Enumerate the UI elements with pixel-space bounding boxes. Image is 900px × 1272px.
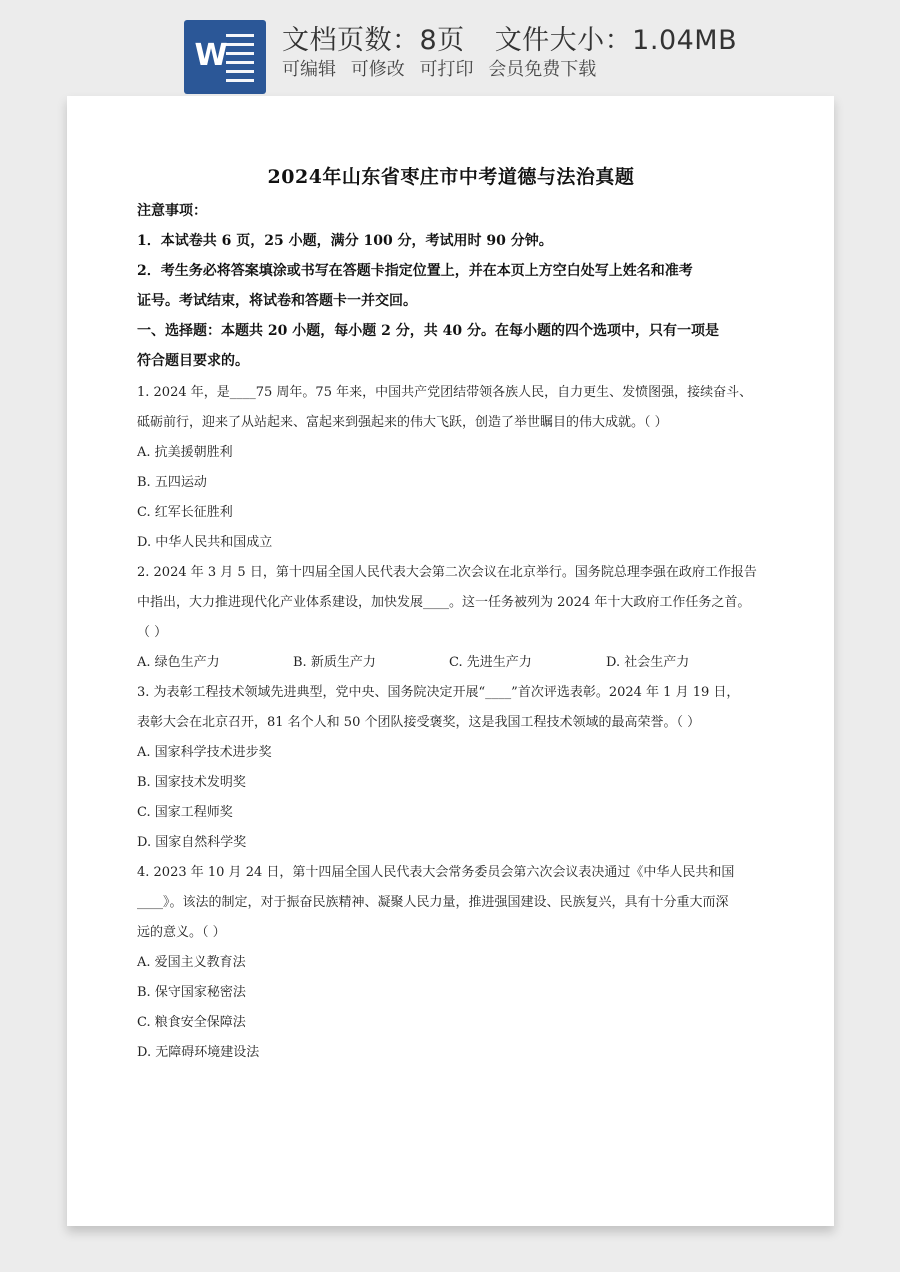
feature-editable: 可编辑	[282, 59, 336, 80]
question-1-line2: 砥砺前行，迎来了从站起来、富起来到强起来的伟大飞跃，创造了举世瞩目的伟大成就。（ ）	[137, 415, 668, 430]
word-icon: W	[184, 20, 266, 94]
q2-options-row	[137, 651, 765, 671]
question-4-line3: 远的意义。（ ）	[137, 925, 226, 940]
notice-item-2-line1: 2．考生务必将答案填涂或书写在答题卡指定位置上，并在本页上方空白处写上姓名和准考	[137, 263, 693, 279]
question-2-line2: 中指出，大力推进现代化产业体系建设，加快发展____。这一任务被列为 2024 年十大政府工作任务之首。	[137, 595, 751, 610]
q4-option-a: A. 爱国主义教育法	[137, 955, 246, 970]
q4-option-b: B. 保守国家秘密法	[137, 985, 246, 1000]
q1-option-b: B. 五四运动	[137, 475, 207, 490]
file-size: 文件大小：1.04MB	[494, 25, 738, 56]
q3-option-c: C. 国家工程师奖	[137, 805, 233, 820]
download-banner	[0, 0, 900, 96]
q4-option-c: C. 粮食安全保障法	[137, 1015, 246, 1030]
document-title: 2024年山东省枣庄市中考道德与法治真题	[267, 166, 635, 188]
question-1-line1: 1. 2024 年，是____75 周年。75 年来，中国共产党团结带领各族人民，自力更生、发愤图强，接续奋斗、	[137, 385, 753, 400]
section-heading-line1: 一、选择题：本题共 20 小题，每小题 2 分，共 40 分。在每小题的四个选项中，只有一项是	[137, 323, 719, 339]
question-2-line1: 2. 2024 年 3 月 5 日，第十四届全国人民代表大会第二次会议在北京举行。国务院总理李强在政府工作报告	[137, 565, 757, 580]
q1-option-c: C. 红军长征胜利	[137, 505, 233, 520]
q4-option-d: D. 无障碍环境建设法	[137, 1045, 260, 1060]
feature-list	[282, 55, 605, 81]
q1-option-d: D. 中华人民共和国成立	[137, 535, 273, 550]
section-heading-line2: 符合题目要求的。	[137, 353, 249, 369]
question-3-line2: 表彰大会在北京召开，81 名个人和 50 个团队接受褒奖，这是我国工程技术领域的最高荣誉。（ ）	[137, 715, 701, 730]
notice-item-2-line2: 证号。考试结束，将试卷和答题卡一并交回。	[137, 293, 417, 309]
q2-option-b: B. 新质生产力	[293, 655, 376, 670]
feature-printable: 可打印	[419, 59, 474, 80]
file-info	[282, 18, 737, 57]
page-count: 文档页数：8页	[282, 25, 465, 56]
q3-option-b: B. 国家技术发明奖	[137, 775, 246, 790]
notice-item-1: 1．本试卷共 6 页，25 小题，满分 100 分，考试用时 90 分钟。	[137, 233, 553, 249]
notice-heading: 注意事项：	[137, 203, 207, 219]
q2-option-c: C. 先进生产力	[449, 655, 532, 670]
question-4-line1: 4. 2023 年 10 月 24 日，第十四届全国人民代表大会常务委员会第六次会议表决通过《中华人民共和国	[137, 865, 735, 880]
q2-option-d: D. 社会生产力	[606, 655, 690, 670]
document-page	[67, 96, 834, 1226]
question-2-line3: （ ）	[137, 625, 168, 640]
q1-option-a: A. 抗美援朝胜利	[137, 445, 233, 460]
q3-option-a: A. 国家科学技术进步奖	[137, 745, 272, 760]
q3-option-d: D. 国家自然科学奖	[137, 835, 247, 850]
q2-option-a: A. 绿色生产力	[137, 655, 220, 670]
feature-modifiable: 可修改	[350, 59, 405, 80]
question-4-line2: ____》。该法的制定，对于振奋民族精神、凝聚人民力量，推进强国建设、民族复兴，具有十分重大而深	[137, 895, 729, 910]
feature-member-download: 会员免费下载	[488, 59, 597, 80]
question-3-line1: 3. 为表彰工程技术领域先进典型，党中央、国务院决定开展“____”首次评选表彰。2024 年 1 月 19 日，	[137, 685, 740, 700]
